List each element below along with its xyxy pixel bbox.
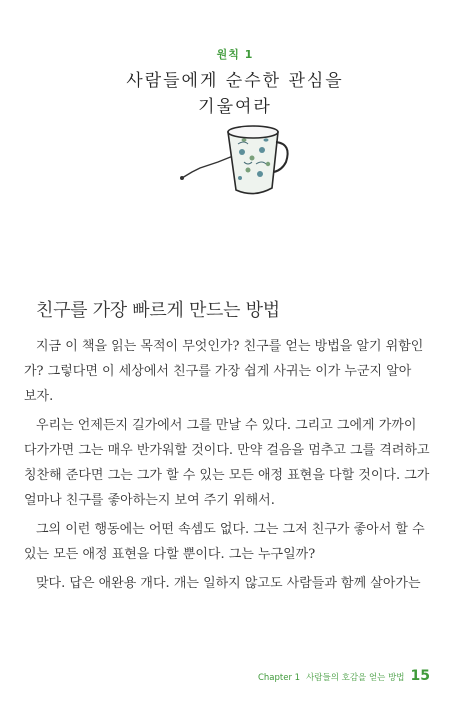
- text-line: 보자.: [24, 389, 54, 404]
- teacup-with-string-icon: [178, 118, 298, 204]
- text-line: 맞다. 답은 애완용 개다. 개는 일하지 않고도 사람들과 함께 살아가는: [36, 576, 421, 591]
- text-line: 칭찬해 준다면 그는 그가 할 수 있는 모든 애정 표현을 다할 것이다. 그가: [24, 468, 430, 483]
- footer-chapter-title: 사람들의 호감을 얻는 방법: [306, 673, 405, 683]
- page-number: 15: [410, 668, 430, 684]
- text-line: 가? 그렇다면 이 세상에서 친구를 가장 쉽게 사귀는 이가 누군지 알아: [24, 364, 412, 379]
- text-line: 얼마나 친구를 좋아하는지 보여 주기 위해서.: [24, 493, 275, 508]
- chapter-title-line-2: 기울여라: [198, 97, 272, 117]
- paragraph: [24, 334, 436, 409]
- text-line: 그의 이런 행동에는 어떤 속셈도 없다. 그는 그저 친구가 좋아서 할 수: [36, 522, 425, 537]
- chapter-title-line-1: 사람들에게 순수한 관심을: [126, 71, 344, 91]
- paragraph: [36, 571, 436, 596]
- paragraph: [24, 517, 436, 567]
- text-line: 있는 모든 애정 표현을 다할 뿐이다. 그는 누구일까?: [24, 547, 316, 562]
- paragraph: [24, 413, 436, 513]
- body-text: [24, 334, 436, 600]
- footer-chapter: Chapter 1: [257, 673, 301, 683]
- section-heading: 친구를 가장 빠르게 만드는 방법: [36, 300, 280, 321]
- text-line: 우리는 언제든지 길가에서 그를 만날 수 있다. 그리고 그에게 가까이: [36, 418, 417, 433]
- text-line: 지금 이 책을 읽는 목적이 무엇인가? 친구를 얻는 방법을 알기 위함인: [36, 339, 424, 354]
- page-footer: [258, 668, 430, 684]
- rule-label: 원칙 1: [216, 48, 254, 61]
- text-line: 다가가면 그는 매우 반가워할 것이다. 만약 걸음을 멈추고 그를 격려하고: [24, 443, 430, 458]
